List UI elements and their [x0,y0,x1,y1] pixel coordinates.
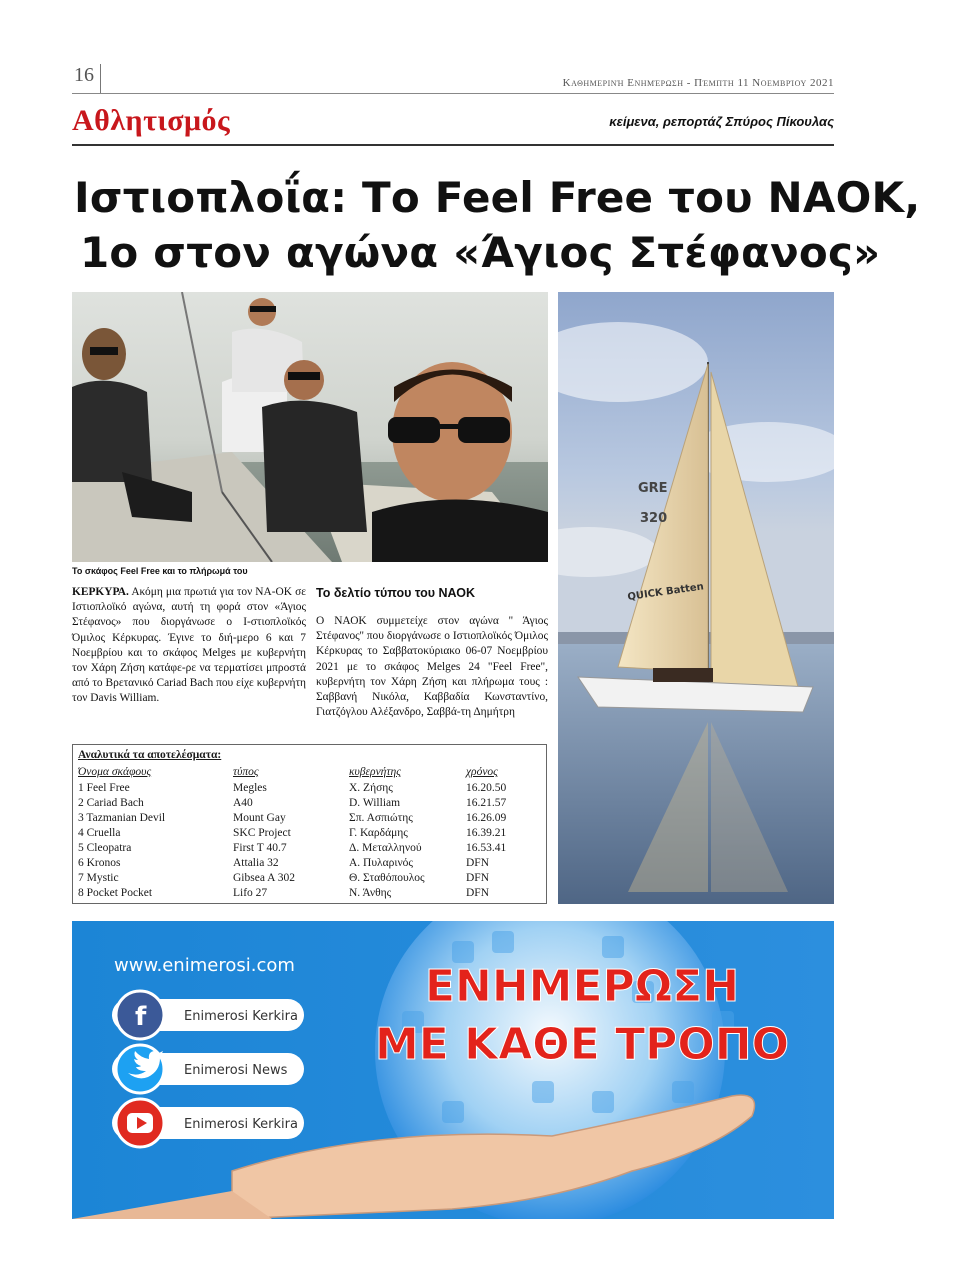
sail-mark-number: 320 [640,511,668,526]
boat-type: Megles [233,782,267,794]
boat-name: 5 Cleopatra [78,842,132,854]
boat-name: 2 Cariad Bach [78,797,144,809]
finish-time: 16.26.09 [466,812,507,824]
finish-time: DFN [466,857,490,869]
skipper: Α. Πυλαρινός [349,857,413,869]
headline-line-1: Ιστιοπλοΐα: Το Feel Free του ΝΑΟΚ, [74,173,921,222]
finish-time: 16.21.57 [466,797,507,809]
skipper: Γ. Καρδάμης [349,827,408,839]
photo-caption: Το σκάφος Feel Free και το πλήρωμά του [72,566,248,576]
boat-type: SKC Project [233,827,291,839]
article-body-col1 [72,585,306,707]
header-rule [72,93,834,94]
crew-photo [72,292,548,562]
section-title: Αθλητισμός [72,104,231,137]
skipper: Χ. Ζήσης [349,782,393,794]
enimerosi-banner[interactable] [72,921,834,1219]
finish-time: 16.53.41 [466,842,507,854]
sailboat-photo [558,292,834,904]
finish-time: DFN [466,887,490,899]
social-youtube-label: Enimerosi Kerkira [184,1117,298,1132]
boat-type: Mount Gay [233,812,286,824]
results-title: Αναλυτικά τα αποτελέσματα: [78,749,222,761]
header-skipper: κυβερνήτης [349,766,401,778]
masthead: Καθημερινή Ενημέρωση - Πέμπτη 11 Νοεμβρίου 2021 [562,77,834,89]
skipper: Σπ. Ασπιώτης [349,812,413,824]
header-time: χρόνος [466,766,498,778]
finish-time: 16.39.21 [466,827,507,839]
page-number: 16 [74,64,94,86]
finish-time: DFN [466,872,490,884]
page-number-divider [100,64,101,94]
sail-mark-gre: GRE [638,481,668,496]
skipper: Ν. Άνθης [349,887,392,899]
headline [74,170,921,280]
finish-time: 16.20.50 [466,782,507,794]
byline: κείμενα, ρεπορτάζ Σπύρος Πίκουλας [609,114,834,129]
banner-slogan-line-1: ΕΝΗΜΕΡΩΣΗ [424,961,740,1012]
header-type: τύπος [233,766,259,778]
boat-name: 4 Cruella [78,827,121,839]
boat-name: 3 Tazmanian Devil [78,812,166,824]
skipper: D. William [349,797,401,809]
boat-name: 6 Kronos [78,857,121,869]
boat-type: First T 40.7 [233,842,287,854]
header-boat-name: Όνομα σκάφους [78,766,152,778]
boat-name: 8 Pocket Pocket [78,887,153,899]
boat-name: 1 Feel Free [78,782,130,794]
social-twitter-label: Enimerosi News [184,1063,288,1078]
results-table [72,744,547,904]
facebook-icon: f [135,1002,147,1032]
press-release-title: Το δελτίο τύπου του ΝΑΟΚ [316,586,475,600]
boat-name: 7 Mystic [78,872,119,884]
boat-type: Attalia 32 [233,857,279,869]
section-rule [72,144,834,146]
sail-mark-sponsor: QUICK Batten [626,581,705,603]
boat-type: Gibsea A 302 [233,872,295,884]
boat-type: A40 [233,797,253,809]
article-lead-word: ΚΕΡΚΥΡΑ. [72,586,129,598]
press-release-body: Ο ΝΑΟΚ συμμετείχε στον αγώνα '' Άγιος Στέφανος'' που διοργάνωσε ο Ιστιοπλοϊκός Όμιλος Κέρκυρας το Σαββατοκύριακο 06-07 Νοεμβρίου 2021 με το σκάφος Melges 24 "Feel Free", κυβερνήτη τον Χάρη Ζήση και πλήρωμα τους : Σαββανή Νικόλα, Καββαδία Κωνσταντίνο, Γιατζόγλου Αλέξανδρο, Σαββά-τη Δημήτρη [316,615,548,719]
skipper: Θ. Σταθόπουλος [349,872,425,884]
boat-type: Lifo 27 [233,887,268,899]
banner-url[interactable]: www.enimerosi.com [114,955,295,976]
headline-line-2: 1ο στον αγώνα «Άγιος Στέφανος» [80,228,881,277]
social-facebook-label: Enimerosi Kerkira [184,1009,298,1024]
banner-slogan-line-2: ΜΕ ΚΑΘΕ ΤΡΟΠΟ [375,1019,789,1070]
skipper: Δ. Μεταλληνού [349,842,422,854]
article-body-text: Ακόμη μια πρωτιά για τον ΝΑ-ΟΚ σε Ιστιοπλοϊκό αγώνα, αυτή τη φορά στον «Άγιος Στέφανος» που διοργάνωσε ο Ι-στιοπλοϊκός Όμιλος Κέρκυρας. Έγινε το διή-μερο 6 και 7 Νοεμβρίου και το σκάφος Melges με κυβερνήτη τον Χάρη Ζήση κατάφε-ρε να τερματίσει μπροστά από το Βρετανικό Cariad Bach που είχε κυβερνήτη τον Davis William. [72,586,307,705]
